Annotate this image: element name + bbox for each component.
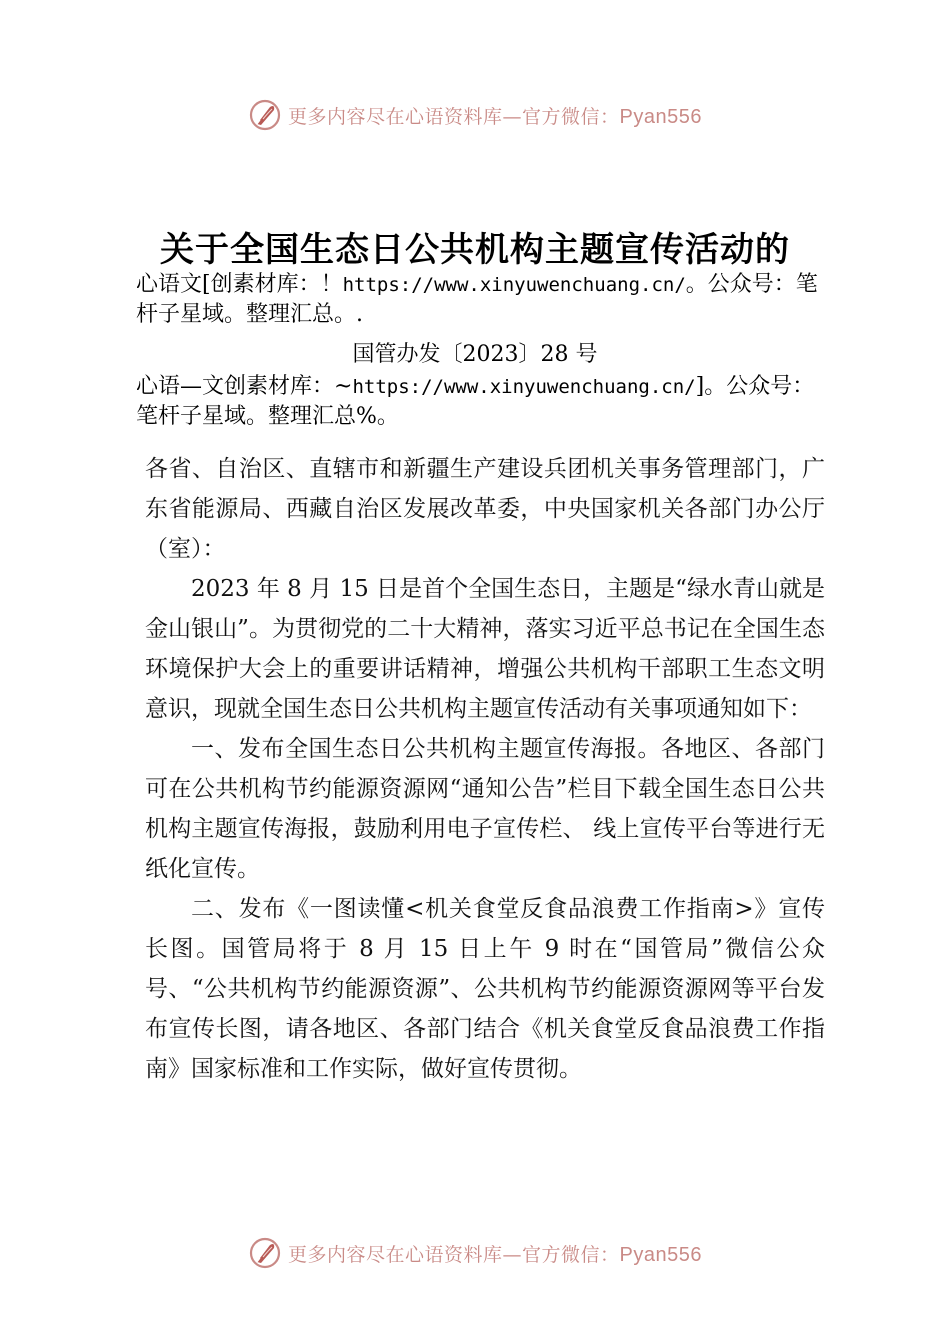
watermark-text: 更多内容尽在心语资料库—官方微信：Pyan556 <box>288 1243 702 1266</box>
inserted-notice-2-suffix: ]。公众号：笔杆子星域。整理汇总%。 <box>136 374 815 429</box>
footer-watermark <box>0 1233 950 1273</box>
quill-pen-icon <box>248 1236 282 1270</box>
inserted-notice-1-suffix: 。公众号：笔杆子星域。整理汇总。. <box>136 272 818 327</box>
inserted-notice-2-url: https://www.xinyuwenchuang.cn/ <box>352 376 696 398</box>
inserted-notice-2 <box>136 372 826 432</box>
document-title: 关于全国生态日公共机构主题宣传活动的 <box>160 230 790 270</box>
document-body <box>145 449 825 1089</box>
document-number: 国管办发〔2023〕28 号 <box>352 342 598 367</box>
watermark-wechat-id: Pyan556 <box>619 1243 702 1266</box>
addressee-paragraph: 各省、自治区、直辖市和新疆生产建设兵团机关事务管理部门，广东省能源局、西藏自治区发展改革委，中央国家机关各部门办公厅（室）： <box>145 456 825 562</box>
inserted-notice-2-prefix: 心语—文创素材库：~ <box>136 374 353 399</box>
inserted-notice-1-url: https://www.xinyuwenchuang.cn/ <box>342 274 686 296</box>
quill-pen-icon <box>248 98 282 132</box>
inserted-notice-1-prefix: 心语文[创素材库：！ <box>136 272 343 297</box>
item-2-paragraph: 二、发布《一图读懂<机关食堂反食品浪费工作指南>》宣传长图。国管局将于 8 月 15 日上午 9 时在“国管局”微信公众号、“公共机构节约能源资源”、公共机构节约能源资源网等平台发布宣传长图，请各地区、各部门结合《机关食堂反食品浪费工作指南》国家标准和工作实际，做好宣传贯彻。 <box>145 896 825 1082</box>
item-1-paragraph: 一、发布全国生态日公共机构主题宣传海报。各地区、各部门可在公共机构节约能源资源网“通知公告”栏目下载全国生态日公共机构主题宣传海报，鼓励利用电子宣传栏、 线上宣传平台等进行无纸化宣传。 <box>145 736 825 882</box>
watermark-text: 更多内容尽在心语资料库—官方微信：Pyan556 <box>288 105 702 128</box>
watermark-wechat-id: Pyan556 <box>619 105 702 128</box>
intro-paragraph: 2023 年 8 月 15 日是首个全国生态日，主题是“绿水青山就是金山银山”。为贯彻党的二十大精神，落实习近平总书记在全国生态环境保护大会上的重要讲话精神，增强公共机构干部职工生态文明意识，现就全国生态日公共机构主题宣传活动有关事项通知如下： <box>145 576 825 722</box>
inserted-notice-1 <box>136 270 826 330</box>
header-watermark <box>0 95 950 135</box>
